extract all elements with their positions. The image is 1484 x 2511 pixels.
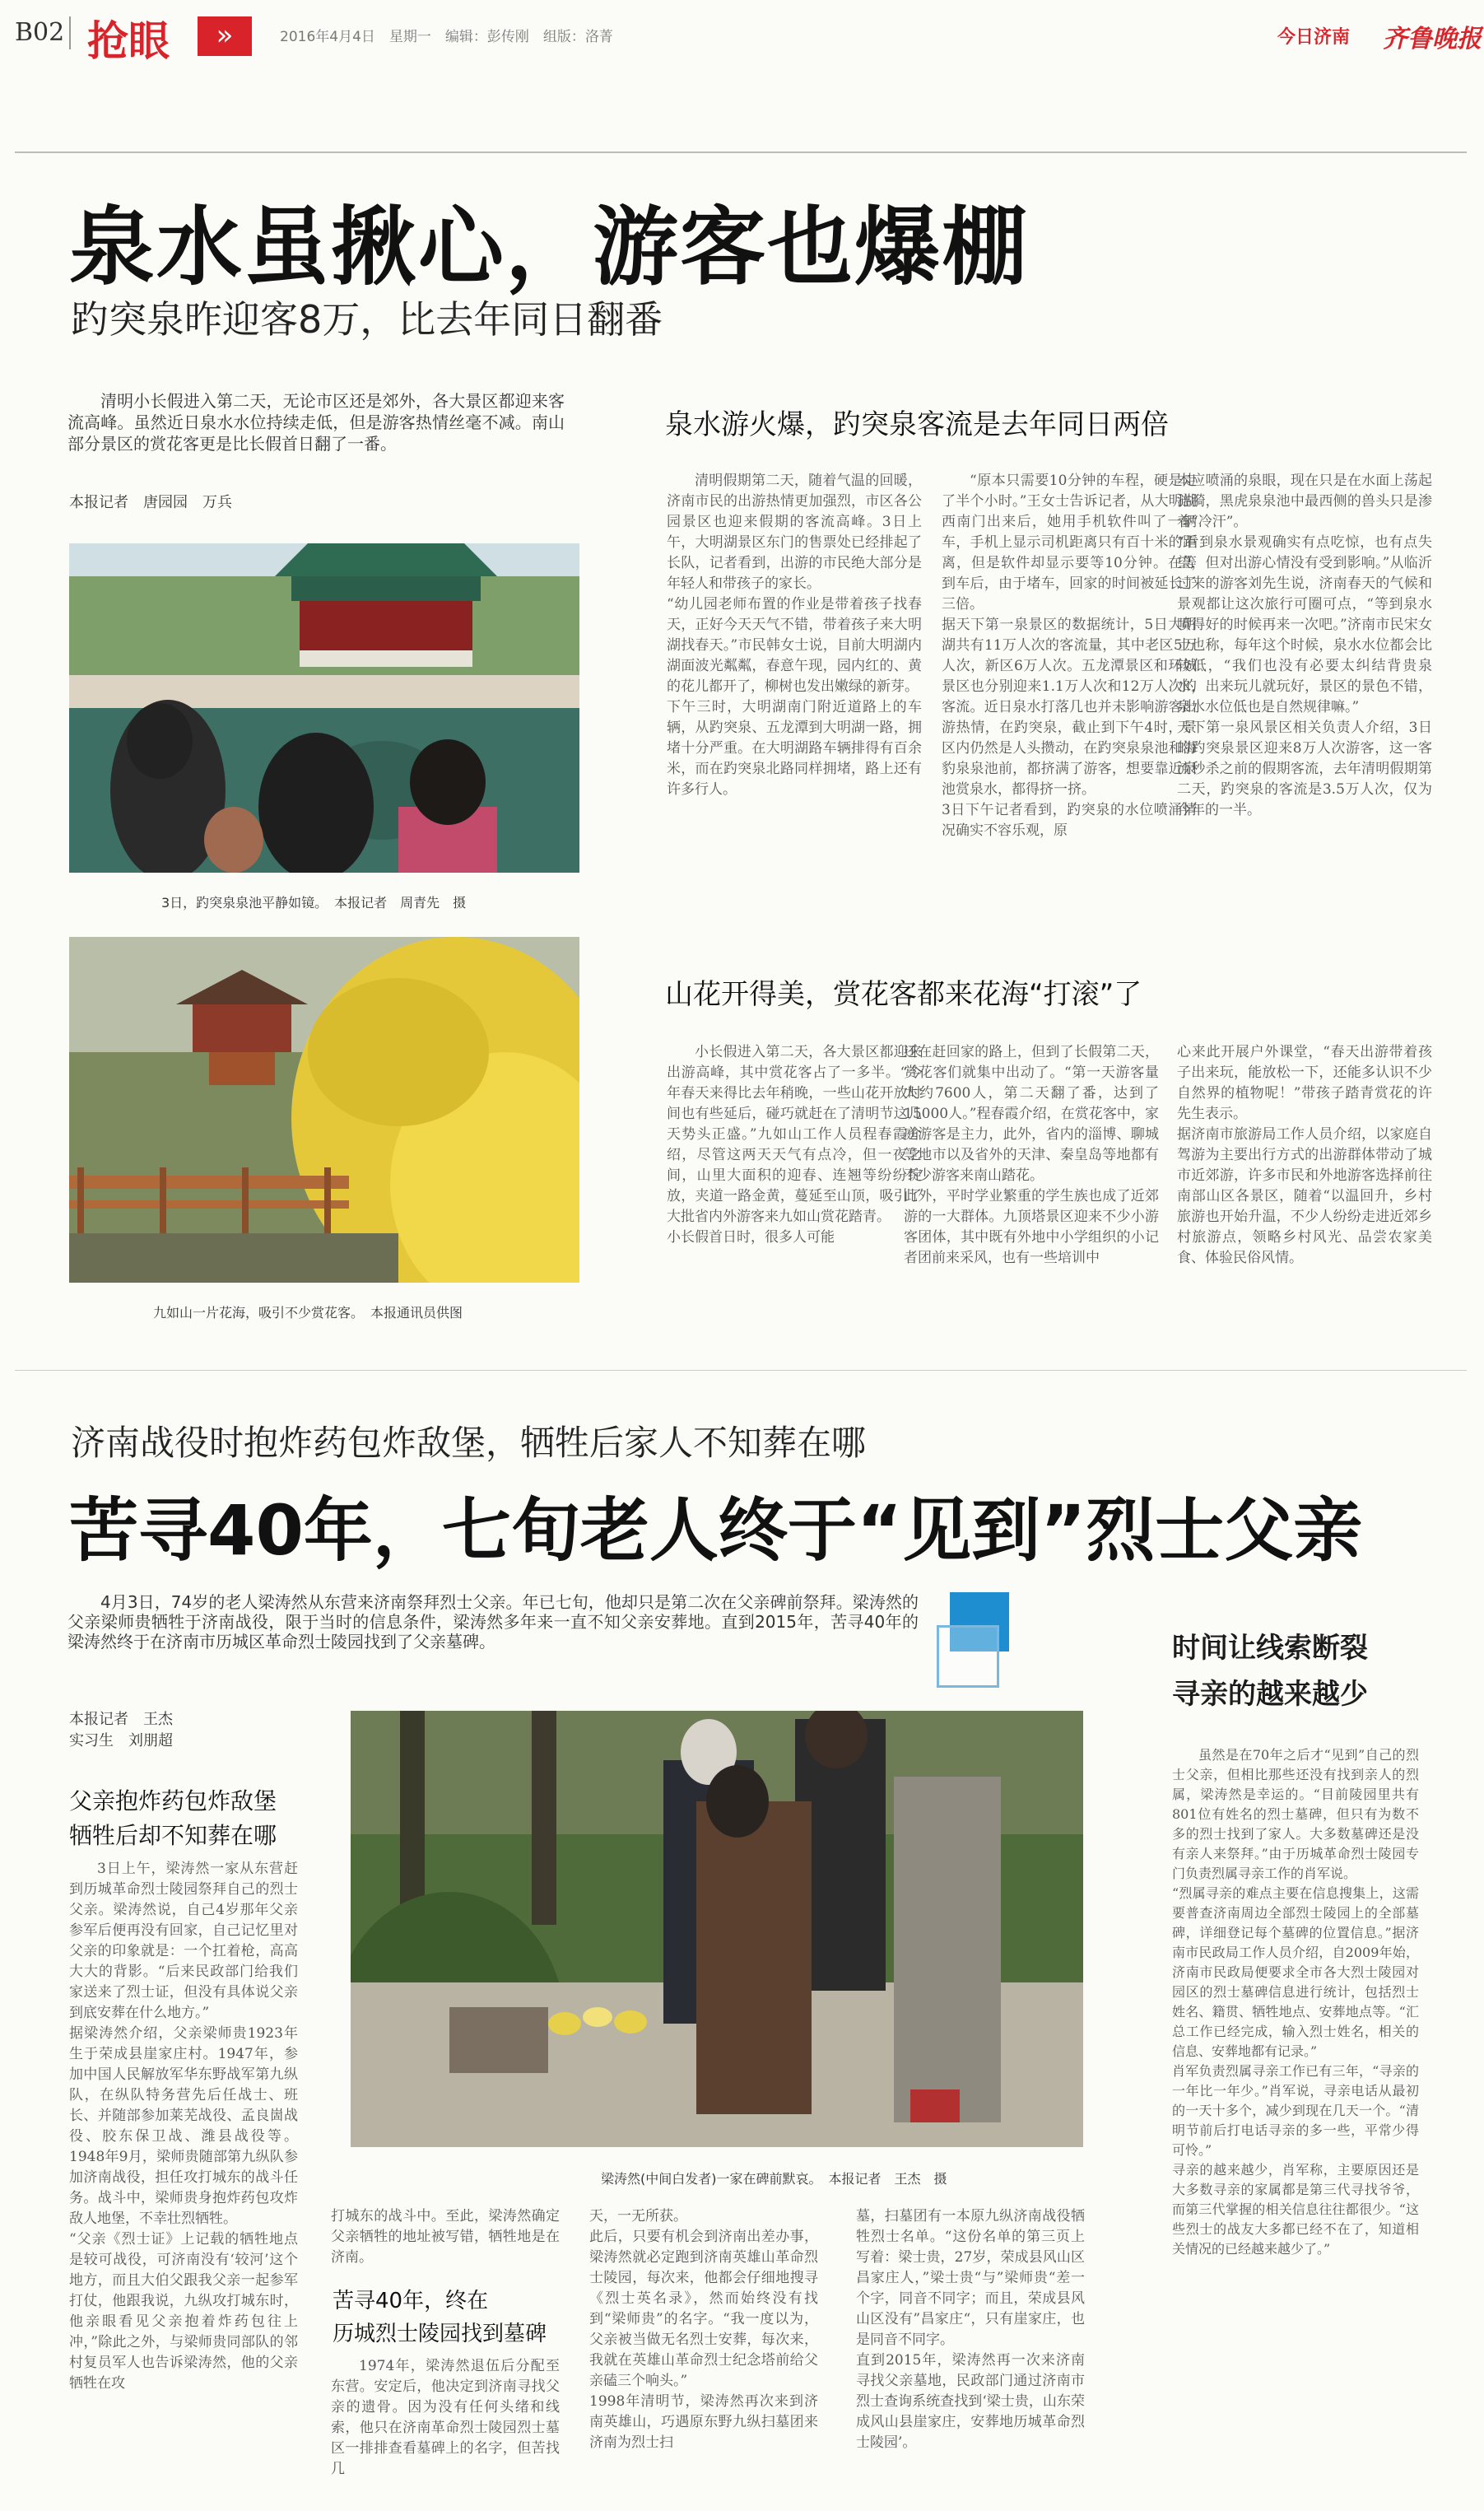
story1-section1-title: 泉水游火爆，趵突泉客流是去年同日两倍 bbox=[665, 408, 1169, 441]
masthead-divider-left bbox=[69, 16, 71, 49]
mid-col-c-text: 墓，扫墓团有一本原九纵济南战役牺牲烈士名单。“这份名单的第三页上写着：梁士贵，27岁，荣成县风山区昌家庄人，”梁士贵“与”梁师贵“差一个字，同音不同字；而且，荣成县风山区没有”昌家庄“，只有崖家庄，也是同音不同字。 直到2015年，梁涛然再一次来济南寻找父亲墓地，民政部门通过济南市烈士查询系统查找到‘梁士贵，山东荣成风山县崖家庄，安葬地历城革命烈士陵园’。 bbox=[856, 2208, 1085, 2451]
section1-col1-text: 清明假期第二天，随着气温的回暖，济南市民的出游热情更加强烈，市区各公园景区也迎来假期的客流高峰。3日上午，大明湖景区东门的售票处已经排起了长队，记者看到，出游的市民绝大部分是年轻人和带孩子的家长。 “幼儿园老师布置的作业是带着孩子找春天，正好今天天气不错，带着孩子来大明湖找春天。”市民韩女士说，目前大明湖内湖面波光粼粼，春意午现，园内红的、黄的花儿都开了，柳树也发出嫩绿的新芽。 下午三时，大明湖南门附近道路上的车辆，从趵突泉、五龙潭到大明湖一路，拥堵十分严重。在大明湖路车辆排得有百余米，而在趵突泉北路同样拥堵，路上还有许多行人。 bbox=[667, 473, 922, 798]
left-section-title-2: 牺牲后却不知葬在哪 bbox=[69, 1822, 277, 1849]
story-divider bbox=[15, 1370, 1467, 1371]
section1-col2-text: “原本只需要10分钟的车程，硬是走了半个小时。”王女士告诉记者，从大明湖西南门出来后，她用手机软件叫了一辆车，手机上显示司机距离只有百十米的距离，但是软件却显示要等10分钟。在等到车后，由于堵车，回家的时间被延长了三倍。 据天下第一泉景区的数据统计，5日大明湖共有11万人次的客流量，其中老区5万人次，新区6万人次。五龙潭景区和环城景区也分别迎来1.1万人次和12万人次的客流。近日泉水打落几也并未影响游客出游热情，在趵突泉，截止到下午4时，景区内仍然是人头攒动，在趵突泉泉池和海豹泉泉池前，都挤满了游客，想要靠近泉池赏泉水，都得挤一挤。 3日下午记者看到，趵突泉的水位喷涌情况确实不容乐观，原 bbox=[942, 473, 1197, 839]
chevron-right-icon: » bbox=[198, 16, 252, 56]
story2-mid-col-c bbox=[856, 2206, 1085, 2503]
story1-section1-col3 bbox=[1177, 471, 1432, 940]
masthead-underline bbox=[15, 151, 1467, 153]
story2-byline-2: 实习生 刘朋超 bbox=[69, 1732, 173, 1749]
story1-section2-title: 山花开得美，赏花客都来花海“打滚”了 bbox=[665, 978, 1142, 1011]
story2-mid-col-a bbox=[331, 2206, 560, 2269]
story2-lede bbox=[67, 1592, 919, 1675]
right-section-title-2: 寻亲的越来越少 bbox=[1172, 1678, 1368, 1711]
story2-mid-col-b bbox=[589, 2206, 818, 2503]
tomb-memorial-image bbox=[351, 1711, 1083, 2147]
right-col-text: 虽然是在70年之后才“见到”自己的烈士父亲，但相比那些还没有找到亲人的烈属，梁涛然是幸运的。“目前陵园里共有801位有姓名的烈士墓碑，但只有为数不多的烈士找到了家人。大多数墓碑还是没有亲人来祭拜。”由于历城革命烈士陵园专门负责烈属寻亲工作的肖军说。 “烈属寻亲的难点主要在信息搜集上，这需要普查济南周边全部烈士陵园上的全部墓碑，详细登记每个墓碑的位置信息。”据济南市民政局工作人员介绍，自2009年始，济南市民政局便要求全市各大烈士陵园对园区的烈士墓碑信息进行统计，包括烈士姓名、籍贯、牺牲地点、安葬地点等。“汇总工作已经完成，输入烈士姓名，相关的信息、安葬地都有记录。” 肖军负责烈属寻亲工作已有三年，“寻亲的一年比一年少。”肖军说，寻亲电话从最初的一天十多个，减少到现在几天一个。“清明节前后打电话寻亲的多一些，平常少得可怜。” 寻亲的越来越少，肖军称，主要原因还是大多数寻亲的家属都是第三代寻找爷爷，而第三代掌握的相关信息往往都很少。“这些烈士的战友大多都已经不在了，知道相关情况的已经越来越少了。” bbox=[1172, 1747, 1419, 2257]
section1-col3-text: 本应喷涌的泉眼，现在只是在水面上荡起涟漪，黑虎泉泉池中最西侧的兽头只是渗着“冷汗”。 “看到泉水景观确实有点吃惊，也有点失望，但对出游心情没有受到影响。”从临沂过来的游客刘先生说，济南春天的气候和景观都让这次旅行可圈可点，“等到泉水喷得好的时候再来一次吧。”济南市民宋女士也称，每年这个时候，泉水水位都会比较低，“我们也没有必要太纠结背贵泉水，出来玩儿就玩好，景区的景色不错，泉水水位低也是自然规律嘛。” 天下第一泉风景区相关负责人介绍，3日的趵突泉景区迎来8万人次游客，这一客流秒杀之前的假期客流，去年清明假期第二天，趵突泉的客流是3.5万人次，仅为今年的一半。 bbox=[1177, 473, 1432, 818]
photo-tomb-memorial bbox=[351, 1711, 1083, 2147]
story2-byline-1: 本报记者 王杰 bbox=[69, 1711, 173, 1728]
paper-logo: 齐鲁晚报 bbox=[1383, 25, 1482, 54]
section2-col3-text: 心来此开展户外课堂，“春天出游带着孩子出来玩，能放松一下，还能多认识不少自然界的植物呢！”带孩子踏青赏花的许先生表示。 据济南市旅游局工作人员介绍，以家庭自驾游为主要出行方式的出游群体带动了城市近郊游，许多市民和外地游客选择前往南部山区各景区，随着“以温回升，乡村旅游也开始升温，不少人纷纷走进近郊乡村旅游点，领略乡村风光、品尝农家美食、体验民俗风情。 bbox=[1177, 1044, 1432, 1266]
left-col-text: 3日上午，梁涛然一家从东营赶到历城革命烈士陵园祭拜自己的烈士父亲。梁涛然说，自己4岁那年父亲参军后便再没有回家，自己记忆里对父亲的印象就是：一个扛着枪，高高大大的背影。“后来民政部门给我们家送来了烈士证，但没有具体说父亲到底安葬在什么地方。” 据梁涛然介绍，父亲梁师贵1923年生于荣成县崖家庄村。1947年，参加中国人民解放军华东野战军第九纵队，在纵队特务营先后任战士、班长、并随部参加莱芜战役、孟良崮战役、胶东保卫战、潍县战役等。1948年9月，梁师贵随部第九纵队参加济南战役，担任攻打城东的战斗任务。战斗中，梁师贵身抱炸药包攻炸敌人地堡，不幸壮烈牺牲。 “父亲《烈士证》上记载的牺牲地点是较可战役，可济南没有‘较河’这个地方，而且大伯父跟我父亲一起参军打仗，他跟我说，九纵攻打城东时，他亲眼看见父亲抱着炸药包往上冲，”除此之外，与梁师贵同部队的邻村复员军人也告诉梁涛然，他的父亲牺牲在攻 bbox=[69, 1861, 298, 2392]
mid-col-a-text: 打城东的战斗中。至此，梁涛然确定父亲牺牲的地址被写错，牺牲地是在济南。 bbox=[331, 2208, 560, 2266]
story2-headline: 苦寻40年，七旬老人终于“见到”烈士父亲 bbox=[69, 1490, 1363, 1571]
story2-mid-col-a2 bbox=[331, 2356, 560, 2503]
mid-col-a2-text: 1974年，梁涛然退伍后分配至东营。安定后，他决定到济南寻找父亲的遗骨。因为没有任何头绪和线索，他只在济南革命烈士陵园烈士墓区一排排查看墓碑上的名字，但苦找几 bbox=[331, 2358, 560, 2477]
jiuru-mountain-image bbox=[69, 937, 579, 1283]
photo-jiuru-mountain-flowers bbox=[69, 937, 579, 1283]
mid-col-b-text: 天，一无所获。 此后，只要有机会到济南出差办事，梁涛然就必定跑到济南英雄山革命烈士陵园，每次来，他都会仔细地搜寻《烈士英名录》，然而始终没有找到“梁师贵”的名字。“我一度以为，父亲被当做无名烈士安葬，每次来，我就在英雄山革命烈士纪念塔前给父亲磕三个响头。” 1998年清明节，梁涛然再次来到济南英雄山，巧遇原东野九纵扫墓团来济南为烈士扫 bbox=[589, 2208, 818, 2451]
edition-label: 今日济南 bbox=[1277, 27, 1351, 48]
decorative-square-outline-icon bbox=[937, 1625, 999, 1688]
mid-section-title-2: 历城烈士陵园找到墓碑 bbox=[333, 2322, 547, 2346]
story2-lede-text: 4月3日，74岁的老人梁涛然从东营来济南祭拜烈士父亲。年已七旬，他却只是第二次在父亲碑前祭拜。梁涛然的父亲梁师贵牺牲于济南战役，限于当时的信息条件，梁涛然多年来一直不知父亲安葬地。直到2015年，苦寻40年的梁涛然终于在济南市历城区革命烈士陵园找到了父亲墓碑。 bbox=[67, 1592, 919, 1651]
photo-baotu-spring-pool bbox=[69, 543, 579, 873]
photo1-caption: 3日，趵突泉泉池平静如镜。 本报记者 周青先 摄 bbox=[161, 895, 467, 911]
story1-lede-text: 清明小长假进入第二天，无论市区还是郊外，各大景区都迎来客流高峰。虽然近日泉水水位持续走低，但是游客热情丝毫不减。南山部分景区的赏花客更是比长假首日翻了一番。 bbox=[67, 391, 565, 454]
section2-col2-text: 还在赶回家的路上，但到了长假第二天，赏花客们就集中出动了。“第一天游客量大约7600人，第二天翻了番，达到了15000人。”程春霞介绍，在赏花客中，家庭游客是主力，此外，省内的淄博、聊城等地市以及省外的天津、秦皇岛等地都有不少游客来南山踏花。 此外，平时学业繁重的学生族也成了近郊游的一大群体。九顶塔景区迎来不少小游客团体，其中既有外地中小学组织的小记者团前来采风，也有一些培训中 bbox=[904, 1044, 1159, 1266]
story1-section2-col1 bbox=[667, 1042, 922, 1330]
story1-section2-col3 bbox=[1177, 1042, 1432, 1330]
masthead-meta: 2016年4月4日 星期一 编辑：彭传刚 组版：洛菁 bbox=[280, 29, 613, 45]
photo2-caption: 九如山一片花海，吸引不少赏花客。 本报通讯员供图 bbox=[153, 1305, 463, 1321]
right-section-title-1: 时间让线索断裂 bbox=[1172, 1632, 1368, 1665]
story2-left-col bbox=[69, 1859, 298, 2503]
left-section-title-1: 父亲抱炸药包炸敌堡 bbox=[69, 1787, 277, 1815]
section2-col1-text: 小长假进入第二天，各大景区都迎来出游高峰，其中赏花客占了一多半。“今年春天来得比去年稍晚，一些山花开放时间也有些延后，碰巧就赶在了清明节这几天势头正盛。”九如山工作人员程春霞介绍，尽管这两天天气有点冷，但一夜之间，山里大面积的迎春、连翘等纷纷绽放，夹道一路金黄，蔓延至山顶，吸引了大批省内外游客来九如山赏花踏青。 小长假首日时，很多人可能 bbox=[667, 1044, 922, 1246]
story1-section1-col2 bbox=[942, 471, 1197, 940]
baotu-spring-pool-image bbox=[69, 543, 579, 873]
story2-right-col bbox=[1172, 1745, 1419, 2503]
photo3-caption: 梁涛然(中间白发者)一家在碑前默哀。 本报记者 王杰 摄 bbox=[601, 2171, 947, 2187]
page-number: B02 bbox=[15, 18, 65, 47]
section-label: 抢眼 bbox=[87, 17, 170, 65]
story1-byline: 本报记者 唐园园 万兵 bbox=[69, 494, 232, 511]
story1-subheadline: 趵突泉昨迎客8万，比去年同日翻番 bbox=[71, 297, 663, 342]
story1-headline: 泉水虽揪心，游客也爆棚 bbox=[69, 197, 1030, 297]
mid-section-title-1: 苦寻40年，终在 bbox=[333, 2289, 489, 2313]
story1-lede bbox=[67, 390, 565, 476]
story1-section1-col1 bbox=[667, 471, 922, 940]
story2-kicker: 济南战役时抱炸药包炸敌堡，牺牲后家人不知葬在哪 bbox=[71, 1423, 867, 1463]
story1-section2-col2 bbox=[904, 1042, 1159, 1330]
